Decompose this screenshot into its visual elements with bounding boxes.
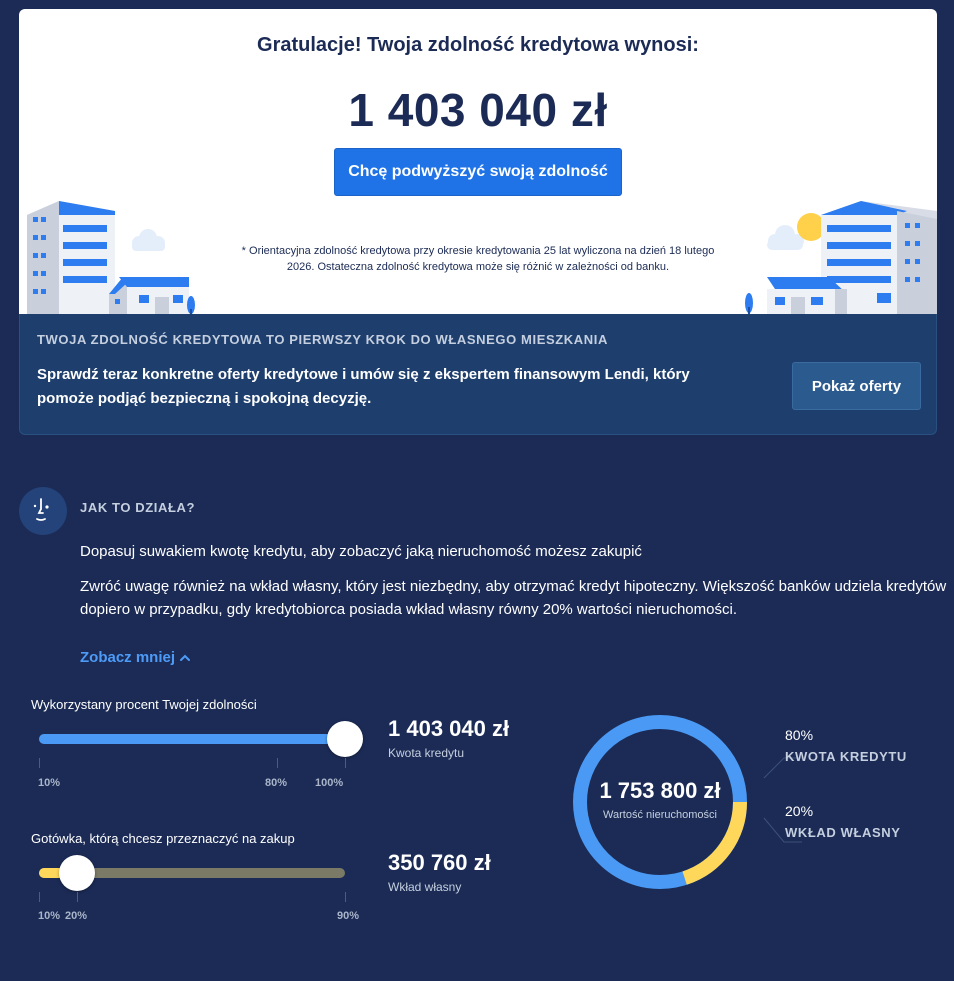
legend-credit-pct: 80% — [785, 727, 814, 743]
cash-amount: 350 760 zł — [388, 850, 491, 875]
legend-own-name: WKŁAD WŁASNY — [785, 825, 901, 840]
credit-slider-thumb[interactable] — [327, 721, 363, 757]
how-it-works-title: JAK TO DZIAŁA? — [80, 500, 196, 515]
see-less-label: Zobacz mniej — [80, 649, 176, 666]
cash-tick-min — [39, 892, 40, 902]
credit-tick-label-100: 100% — [315, 777, 344, 789]
property-value-label: Wartość nieruchomości — [603, 808, 717, 821]
cash-slider-thumb[interactable] — [59, 855, 95, 891]
credit-tick-label-10: 10% — [38, 777, 61, 789]
cash-tick-label-90: 90% — [337, 910, 360, 922]
credit-amount-label: Kwota kredytu — [388, 746, 465, 760]
chevron-up-icon — [179, 653, 191, 663]
cash-tick-label-10: 10% — [38, 910, 61, 922]
credit-amount: 1 403 040 zł — [388, 716, 510, 741]
credit-tick-label-80: 80% — [265, 777, 288, 789]
credit-tick-min — [39, 758, 40, 768]
cash-amount-label: Wkład własny — [388, 880, 462, 894]
credit-capacity-amount: 1 403 040 zł — [348, 84, 608, 136]
cash-tick-max — [345, 892, 346, 902]
cash-tick-20 — [77, 892, 78, 902]
info-heading: TWOJA ZDOLNOŚĆ KREDYTOWA TO PIERWSZY KROK DO WŁASNEGO MIESZKANIA — [37, 332, 608, 347]
credit-tick-max — [345, 758, 346, 768]
buildings-right-illustration — [737, 197, 937, 314]
see-less-link[interactable] — [80, 649, 191, 666]
increase-capacity-button[interactable]: Chcę podwyższyć swoją zdolność — [334, 148, 622, 196]
cash-tick-label-20: 20% — [65, 910, 88, 922]
cash-slider-label: Gotówka, którą chcesz przeznaczyć na zakup — [31, 831, 295, 846]
info-text: Sprawdź teraz konkretne oferty kredytowe i umów się z ekspertem finansowym Lendi, który pomoże podjąć bezpieczną i spokojną decyzję. — [37, 366, 690, 407]
donut-center — [570, 712, 750, 892]
property-value: 1 753 800 zł — [599, 777, 721, 803]
congrats-heading: Gratulacje! Twoja zdolność kredytowa wynosi: — [257, 34, 699, 56]
footnote: * Orientacyjna zdolność kredytowa przy okresie kredytowania 25 lat wyliczona na dzień 18 lutego 2026. Ostateczna zdolność kredytowa może się różnić w zależności od banku. — [241, 245, 715, 273]
how-paragraph-2: Zwróć uwagę również na wkład własny, który jest niezbędny, aby otrzymać kredyt hipoteczny. Większość banków udziela kredytów dopiero w przypadku, gdy kredytobiorca posiada wkład własny równy 20% wartości nieruchomości. — [80, 578, 947, 618]
offers-info-card — [19, 314, 937, 435]
credit-slider-label: Wykorzystany procent Twojej zdolności — [31, 697, 257, 712]
face-icon — [19, 487, 67, 535]
result-card — [19, 9, 937, 314]
legend-credit-name: KWOTA KREDYTU — [785, 749, 907, 764]
credit-tick-80 — [277, 758, 278, 768]
credit-slider-fill — [39, 734, 345, 744]
how-paragraph-1: Dopasuj suwakiem kwotę kredytu, aby zobaczyć jaką nieruchomość możesz zakupić — [80, 543, 642, 560]
show-offers-button[interactable]: Pokaż oferty — [792, 362, 921, 410]
legend-own-pct: 20% — [785, 803, 814, 819]
buildings-left-illustration — [19, 197, 219, 314]
